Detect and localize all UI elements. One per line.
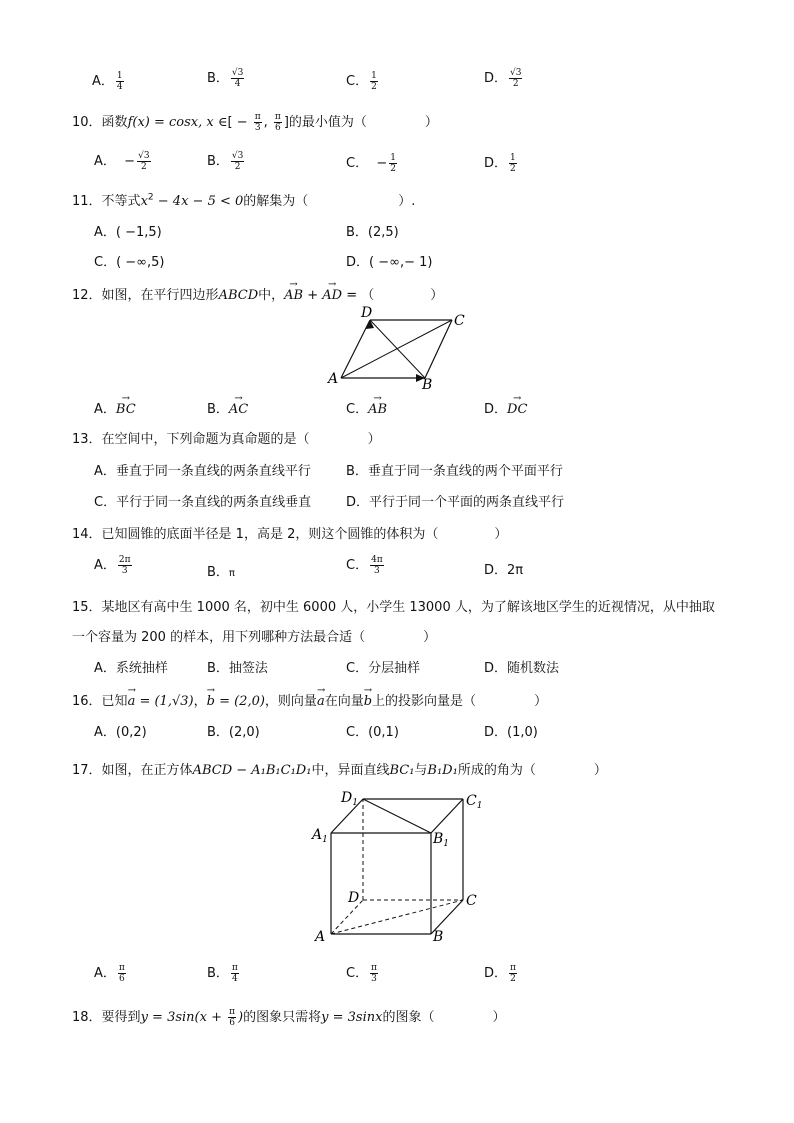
- option-label: D．: [484, 402, 508, 417]
- q11-option-c: [94, 251, 164, 270]
- question-number: 16．: [72, 694, 102, 709]
- answer-paren: ）: [430, 288, 444, 303]
- fraction: [116, 71, 124, 92]
- q15-option-a: A．系统抽样: [94, 661, 168, 676]
- q12-option-d: [484, 398, 527, 417]
- cube-figure: [305, 785, 490, 947]
- question-13: [72, 428, 381, 447]
- option-label: A．: [94, 966, 116, 981]
- option-label: B．: [207, 966, 229, 981]
- minus: −: [124, 154, 136, 169]
- q11-option-b: [346, 221, 399, 240]
- vertex-label-d: D: [361, 305, 373, 321]
- letter: B: [433, 831, 444, 847]
- fraction: [370, 555, 384, 576]
- numerator: 1: [371, 71, 377, 81]
- option-label: C．: [346, 725, 369, 740]
- option-value: (1,0): [507, 725, 538, 740]
- q12-option-a: [94, 398, 136, 417]
- question-text: 在向量: [324, 694, 364, 709]
- question-text: 的图象只需将: [243, 1010, 322, 1025]
- answer-paren: ）: [492, 1010, 506, 1025]
- option-label: D．: [484, 725, 508, 740]
- option-label: D．: [484, 156, 508, 171]
- vertex-label-b: B: [433, 929, 444, 945]
- fraction: [370, 963, 378, 984]
- question-14: [72, 523, 507, 542]
- option-value: ( −∞,5): [116, 255, 165, 270]
- denominator: 6: [275, 123, 281, 133]
- diagonal-db: [370, 320, 425, 378]
- option-value: ( −1,5): [115, 225, 162, 240]
- vector: → BC: [116, 402, 136, 417]
- denominator: 2: [510, 164, 516, 174]
- fraction: [231, 151, 244, 172]
- answer-paren: ）: [367, 432, 381, 447]
- q15-option-c: C．分层抽样: [346, 661, 421, 676]
- q14-option-c: [346, 554, 386, 576]
- vector: → DC: [507, 402, 527, 417]
- answer-paren: ）: [593, 763, 607, 778]
- option-label: B．: [207, 154, 229, 169]
- option-label: C．: [346, 402, 369, 417]
- formula: = (2,0): [214, 694, 265, 709]
- numerator: 1: [510, 153, 516, 163]
- vertex-label-b1: [432, 831, 449, 849]
- denominator: 4: [234, 79, 241, 89]
- question-text: 如图，在平行四边形: [101, 288, 219, 303]
- question-text: 已知圆锥的底面半径是 1，高是 2，则这个圆锥的体积为（: [101, 527, 439, 542]
- q10-option-c: [346, 152, 399, 174]
- vertex-label-a: A: [315, 929, 326, 945]
- comma: ,: [263, 115, 272, 130]
- answer-paren: ）: [534, 694, 548, 709]
- denominator: 2: [390, 164, 396, 174]
- q17-option-b: [207, 962, 241, 984]
- answer-paren: ）: [494, 527, 508, 542]
- question-text: 不等式: [101, 194, 141, 209]
- numerator: 1: [390, 153, 396, 163]
- formula: y = 3sinx: [321, 1010, 383, 1025]
- q10-option-a: [94, 150, 153, 172]
- bracket: ]: [283, 115, 289, 130]
- fraction: [509, 153, 517, 174]
- q14-option-d: [484, 559, 523, 578]
- question-text: 已知: [101, 694, 128, 709]
- denominator: 2: [512, 79, 519, 89]
- q13-option-b: B．垂直于同一条直线的两个平面平行: [346, 464, 563, 479]
- option-label: C．: [346, 74, 369, 89]
- vertex-label-b: B: [422, 377, 433, 390]
- denominator: 6: [119, 974, 125, 984]
- q12-option-b: [207, 398, 248, 417]
- denominator: 2: [234, 162, 241, 172]
- question-18: [72, 1006, 505, 1028]
- option-label: A．: [94, 558, 116, 573]
- denominator: 4: [116, 82, 123, 92]
- q15-option-d: D．随机数法: [484, 661, 560, 676]
- formula: = (1,√3): [135, 694, 194, 709]
- q16-option-b: [207, 721, 260, 740]
- vector: → AB: [368, 402, 387, 417]
- answer-paren: ）: [423, 630, 437, 645]
- question-number: 11．: [72, 194, 102, 209]
- question-number: 18．: [72, 1010, 102, 1025]
- formula: ABCD − A₁B₁C₁D₁: [192, 763, 312, 778]
- q14-option-a: [94, 554, 134, 576]
- q12-option-c: [346, 398, 387, 417]
- numerator: π: [371, 963, 377, 973]
- subscript: 1: [352, 798, 358, 808]
- letter: C: [466, 793, 477, 809]
- question-number: 10．: [72, 115, 102, 130]
- diagonal-d1b1: [363, 799, 431, 833]
- answer-paren: ）: [424, 115, 438, 130]
- question-16: [72, 690, 547, 709]
- vector: → b: [364, 694, 372, 709]
- question-text: 与: [414, 763, 428, 778]
- vertex-label-c1: [466, 793, 482, 811]
- question-text: ，则向量: [264, 694, 317, 709]
- operator: = （: [342, 288, 375, 303]
- option-value: π: [228, 568, 235, 579]
- q10-option-d: [484, 152, 519, 174]
- question-text: 的最小值为（: [288, 115, 367, 130]
- option-label: A．: [94, 225, 116, 240]
- numerator: 4π: [371, 555, 383, 565]
- question-text: 在空间中，下列命题为真命题的是（: [101, 432, 310, 447]
- numerator: π: [229, 1007, 236, 1017]
- fraction: [118, 555, 132, 576]
- denominator: 3: [371, 974, 377, 984]
- exponent: 2: [147, 192, 154, 203]
- question-17: [72, 759, 607, 778]
- vertex-label-d1: [340, 790, 358, 808]
- fraction: [231, 963, 239, 984]
- q13-option-c: C．平行于同一条直线的两条直线垂直: [94, 495, 312, 510]
- fraction: [231, 68, 244, 89]
- option-label: B．: [207, 725, 229, 740]
- numerator: √3: [138, 151, 150, 161]
- question-10: [72, 111, 438, 133]
- fraction: [228, 1007, 236, 1028]
- separator: ，: [193, 694, 207, 709]
- vector: → b: [207, 694, 215, 709]
- option-value: 2π: [507, 563, 524, 578]
- option-value: (2,5): [367, 225, 399, 240]
- formula: y = 3sin(x +: [140, 1010, 227, 1025]
- fraction: [509, 963, 517, 984]
- option-label: A．: [92, 74, 114, 89]
- numerator: 1: [116, 71, 123, 81]
- letter: D: [341, 790, 353, 806]
- numerator: √3: [510, 68, 522, 78]
- question-number: 12．: [72, 288, 102, 303]
- numerator: √3: [231, 68, 244, 78]
- option-label: A．: [94, 402, 116, 417]
- option-label: B．: [207, 402, 229, 417]
- question-text: 上的投影向量是（: [372, 694, 477, 709]
- option-label: A．: [94, 154, 116, 169]
- fraction: [370, 71, 378, 92]
- subscript: 1: [322, 835, 328, 845]
- edge-ad: [341, 320, 370, 378]
- q17-option-c: [346, 962, 380, 984]
- minus: −: [376, 156, 388, 171]
- option-label: D．: [484, 563, 508, 578]
- formula: x: [140, 194, 148, 209]
- numerator: π: [274, 112, 281, 122]
- bracket: [ −: [227, 115, 252, 130]
- question-text: 的解集为（: [243, 194, 309, 209]
- q9-option-b: [207, 67, 246, 89]
- option-label: B．: [207, 71, 229, 86]
- formula: ABCD: [218, 288, 259, 303]
- denominator: 3: [121, 566, 128, 576]
- option-label: C．: [94, 255, 117, 270]
- q16-option-a: [94, 721, 147, 740]
- formula: f(x) = cosx,: [127, 115, 203, 130]
- question-text: 一个容量为 200 的样本，用下列哪种方法最合适（: [72, 630, 366, 645]
- option-label: C．: [346, 966, 369, 981]
- vector: → AC: [229, 402, 248, 417]
- vertex-label-c: C: [466, 893, 477, 909]
- option-label: D．: [346, 255, 370, 270]
- question-text: 中，: [258, 288, 285, 303]
- question-text: 函数: [101, 115, 128, 130]
- q13-option-d: D．平行于同一个平面的两条直线平行: [346, 495, 565, 510]
- q13-option-a: A．垂直于同一条直线的两条直线平行: [94, 464, 311, 479]
- vector: → a: [317, 694, 325, 709]
- vertex-label-a1: [310, 827, 328, 845]
- fraction: [118, 963, 126, 984]
- fraction: [389, 153, 397, 174]
- formula: BC₁: [389, 763, 415, 778]
- question-text: 如图，在正方体: [101, 763, 193, 778]
- vertex-label-a: A: [328, 371, 339, 387]
- question-number: 17．: [72, 763, 102, 778]
- formula: B₁D₁: [427, 763, 458, 778]
- edge-b1c1: [431, 799, 463, 833]
- q17-option-a: [94, 962, 128, 984]
- q14-option-b: [207, 561, 235, 580]
- question-text: 要得到: [101, 1010, 141, 1025]
- q11-option-d: [346, 251, 432, 270]
- option-label: B．: [207, 565, 229, 580]
- vector: → a: [128, 694, 136, 709]
- q9-option-a: [92, 70, 126, 92]
- vertex-label-c: C: [454, 313, 465, 329]
- option-label: A．: [94, 725, 116, 740]
- diagonal-ac: [341, 320, 452, 378]
- q16-option-d: [484, 721, 538, 740]
- numerator: π: [231, 963, 238, 973]
- answer-paren: ）.: [398, 194, 416, 209]
- formula: − 4x − 5 < 0: [157, 194, 244, 209]
- question-number: 14．: [72, 527, 102, 542]
- question-15-line-2: [72, 626, 436, 645]
- vertex-label-d: D: [348, 890, 360, 906]
- denominator: 4: [232, 974, 238, 984]
- option-value: (0,1): [368, 725, 399, 740]
- question-15-line-1: 15．某地区有高中生 1000 名，初中生 6000 人，小学生 13000 人，为了解该地区学生的近视情况，从中抽取: [72, 600, 715, 615]
- operator: +: [303, 288, 323, 303]
- option-label: D．: [484, 966, 508, 981]
- q10-option-b: [207, 150, 246, 172]
- vector: → AD: [322, 288, 342, 303]
- q17-option-d: [484, 962, 519, 984]
- q15-option-b: B．抽签法: [207, 661, 268, 676]
- fraction: [254, 112, 262, 133]
- question-11: [72, 190, 415, 209]
- option-label: C．: [346, 156, 369, 171]
- option-label: D．: [484, 71, 508, 86]
- denominator: 2: [371, 82, 377, 92]
- q9-option-c: [346, 70, 380, 92]
- denominator: 2: [510, 974, 516, 984]
- option-label: B．: [346, 225, 368, 240]
- question-text: 的图象（: [382, 1010, 435, 1025]
- fraction: [509, 68, 522, 89]
- question-text: 所成的角为（: [457, 763, 536, 778]
- option-value: (2,0): [228, 725, 260, 740]
- parallelogram-figure: [325, 305, 475, 390]
- subscript: 1: [476, 801, 483, 811]
- numerator: π: [118, 963, 125, 973]
- denominator: 2: [140, 162, 147, 172]
- numerator: √3: [231, 151, 244, 161]
- fraction: [137, 151, 150, 172]
- numerator: π: [254, 112, 261, 122]
- option-value: (0,2): [115, 725, 147, 740]
- numerator: 2π: [118, 555, 131, 565]
- formula: x ∈: [206, 115, 228, 130]
- q16-option-c: [346, 721, 399, 740]
- denominator: 3: [254, 123, 261, 133]
- formula: ): [238, 1010, 244, 1025]
- question-12: [72, 284, 443, 303]
- question-text: 中，异面直线: [311, 763, 390, 778]
- q11-option-a: [94, 221, 162, 240]
- edge-bc: [425, 320, 452, 378]
- letter: A: [312, 827, 323, 843]
- question-number: 13．: [72, 432, 102, 447]
- option-value: ( −∞,− 1): [369, 255, 433, 270]
- denominator: 3: [374, 566, 380, 576]
- subscript: 1: [443, 839, 450, 849]
- numerator: π: [510, 963, 516, 973]
- fraction: [274, 112, 282, 133]
- denominator: 6: [229, 1018, 235, 1028]
- option-label: C．: [346, 558, 369, 573]
- vector: → AB: [284, 288, 303, 303]
- q9-option-d: [484, 67, 524, 89]
